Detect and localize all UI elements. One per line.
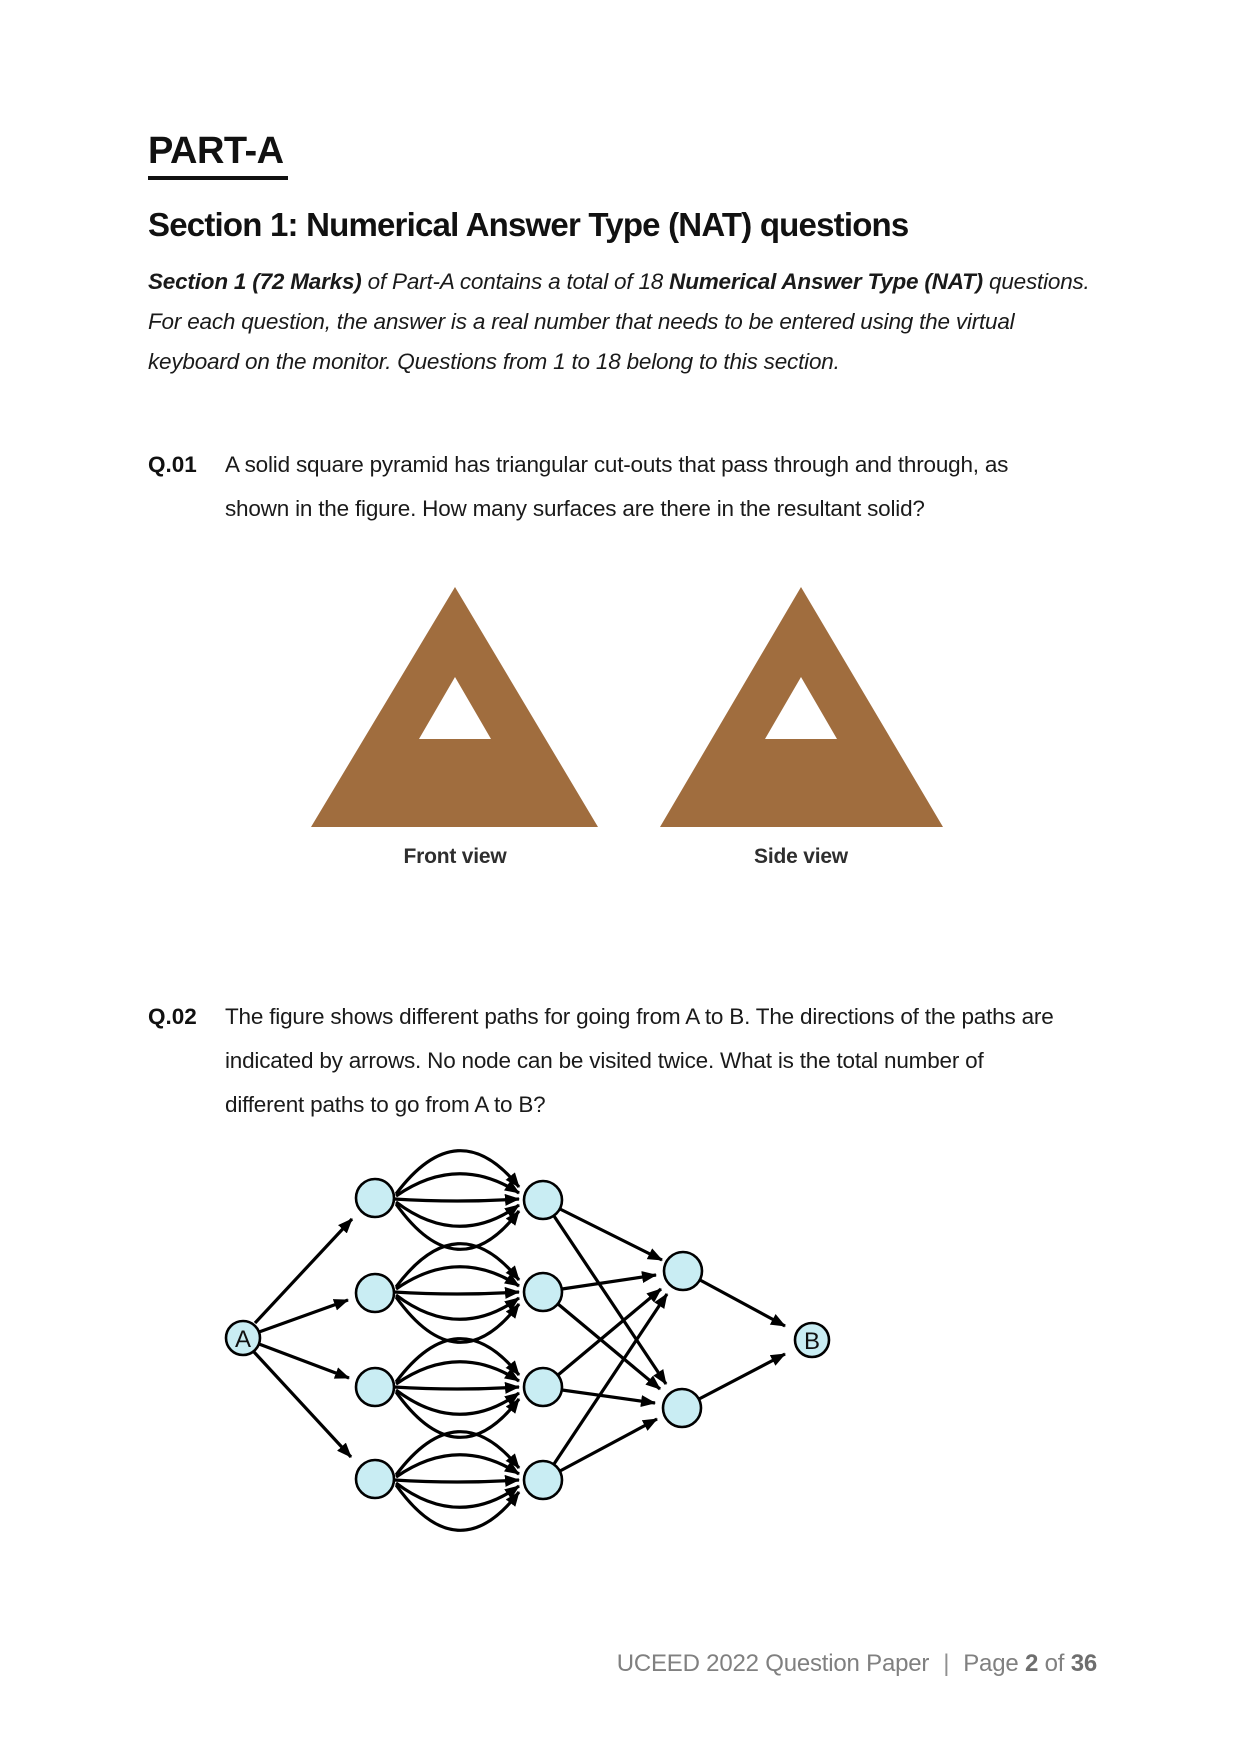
edges-col3-to-col4 bbox=[554, 1209, 667, 1471]
graph-nodes bbox=[226, 1179, 829, 1499]
question-1-number: Q.01 bbox=[148, 452, 197, 477]
question-2 bbox=[148, 995, 1065, 1127]
intro-text-1: of Part-A contains a total of 18 bbox=[361, 269, 670, 294]
side-view-triangle bbox=[660, 587, 943, 827]
question-2-text: The figure shows different paths for going from A to B. The directions of the paths are indicated by arrows. No node can be visited twice. What is the total number of different paths to go from A to B? bbox=[225, 1004, 1054, 1117]
pyramid-views-figure bbox=[285, 565, 945, 885]
intro-bold-nat: Numerical Answer Type (NAT) bbox=[669, 269, 983, 294]
page-footer bbox=[0, 1650, 1097, 1678]
part-heading bbox=[148, 130, 288, 180]
node-col3-3 bbox=[524, 1368, 562, 1406]
footer-of-word: of bbox=[1044, 1650, 1065, 1677]
edges-col4-to-b bbox=[699, 1280, 785, 1399]
section-heading: Section 1: Numerical Answer Type (NAT) questions bbox=[148, 206, 909, 243]
node-col4-lower bbox=[663, 1389, 701, 1427]
node-col2-3 bbox=[356, 1368, 394, 1406]
node-col3-2 bbox=[524, 1273, 562, 1311]
question-1-text: A solid square pyramid has triangular cut-outs that pass through and through, as shown in the figure. How many surfaces are there in the resultant solid? bbox=[225, 452, 1009, 521]
edges-a-to-col2 bbox=[254, 1219, 352, 1457]
footer-separator: | bbox=[943, 1650, 950, 1677]
question-1 bbox=[148, 443, 1065, 531]
node-col2-4 bbox=[356, 1460, 394, 1498]
footer-page-word: Page bbox=[963, 1650, 1019, 1677]
node-col2-2 bbox=[356, 1274, 394, 1312]
question-2-number: Q.02 bbox=[148, 1004, 197, 1029]
section-intro-paragraph bbox=[148, 262, 1093, 382]
footer-page-number: 2 bbox=[1024, 1650, 1039, 1677]
intro-text-2: questions. For each question, the answer is a real number that needs to be entered using the virtual keyboard on the monitor. Questions from 1 to 18 belong to this section. bbox=[148, 269, 1090, 374]
node-col2-1 bbox=[356, 1179, 394, 1217]
edges-col2-to-col3 bbox=[394, 1151, 519, 1531]
intro-bold-marks: Section 1 (72 Marks) bbox=[148, 269, 362, 294]
node-col3-1 bbox=[524, 1181, 562, 1219]
node-a-label: A bbox=[234, 1326, 252, 1353]
node-col4-upper bbox=[664, 1252, 702, 1290]
paths-graph-figure bbox=[200, 1140, 860, 1550]
node-col3-4 bbox=[524, 1461, 562, 1499]
side-view-label: Side view bbox=[754, 845, 848, 868]
footer-total-pages: 36 bbox=[1070, 1650, 1097, 1677]
front-view-label: Front view bbox=[403, 845, 507, 868]
front-view-triangle bbox=[311, 587, 598, 827]
node-b-label: B bbox=[803, 1328, 821, 1355]
part-heading-text: PART-A bbox=[148, 130, 288, 180]
footer-title: UCEED 2022 Question Paper bbox=[616, 1650, 930, 1677]
